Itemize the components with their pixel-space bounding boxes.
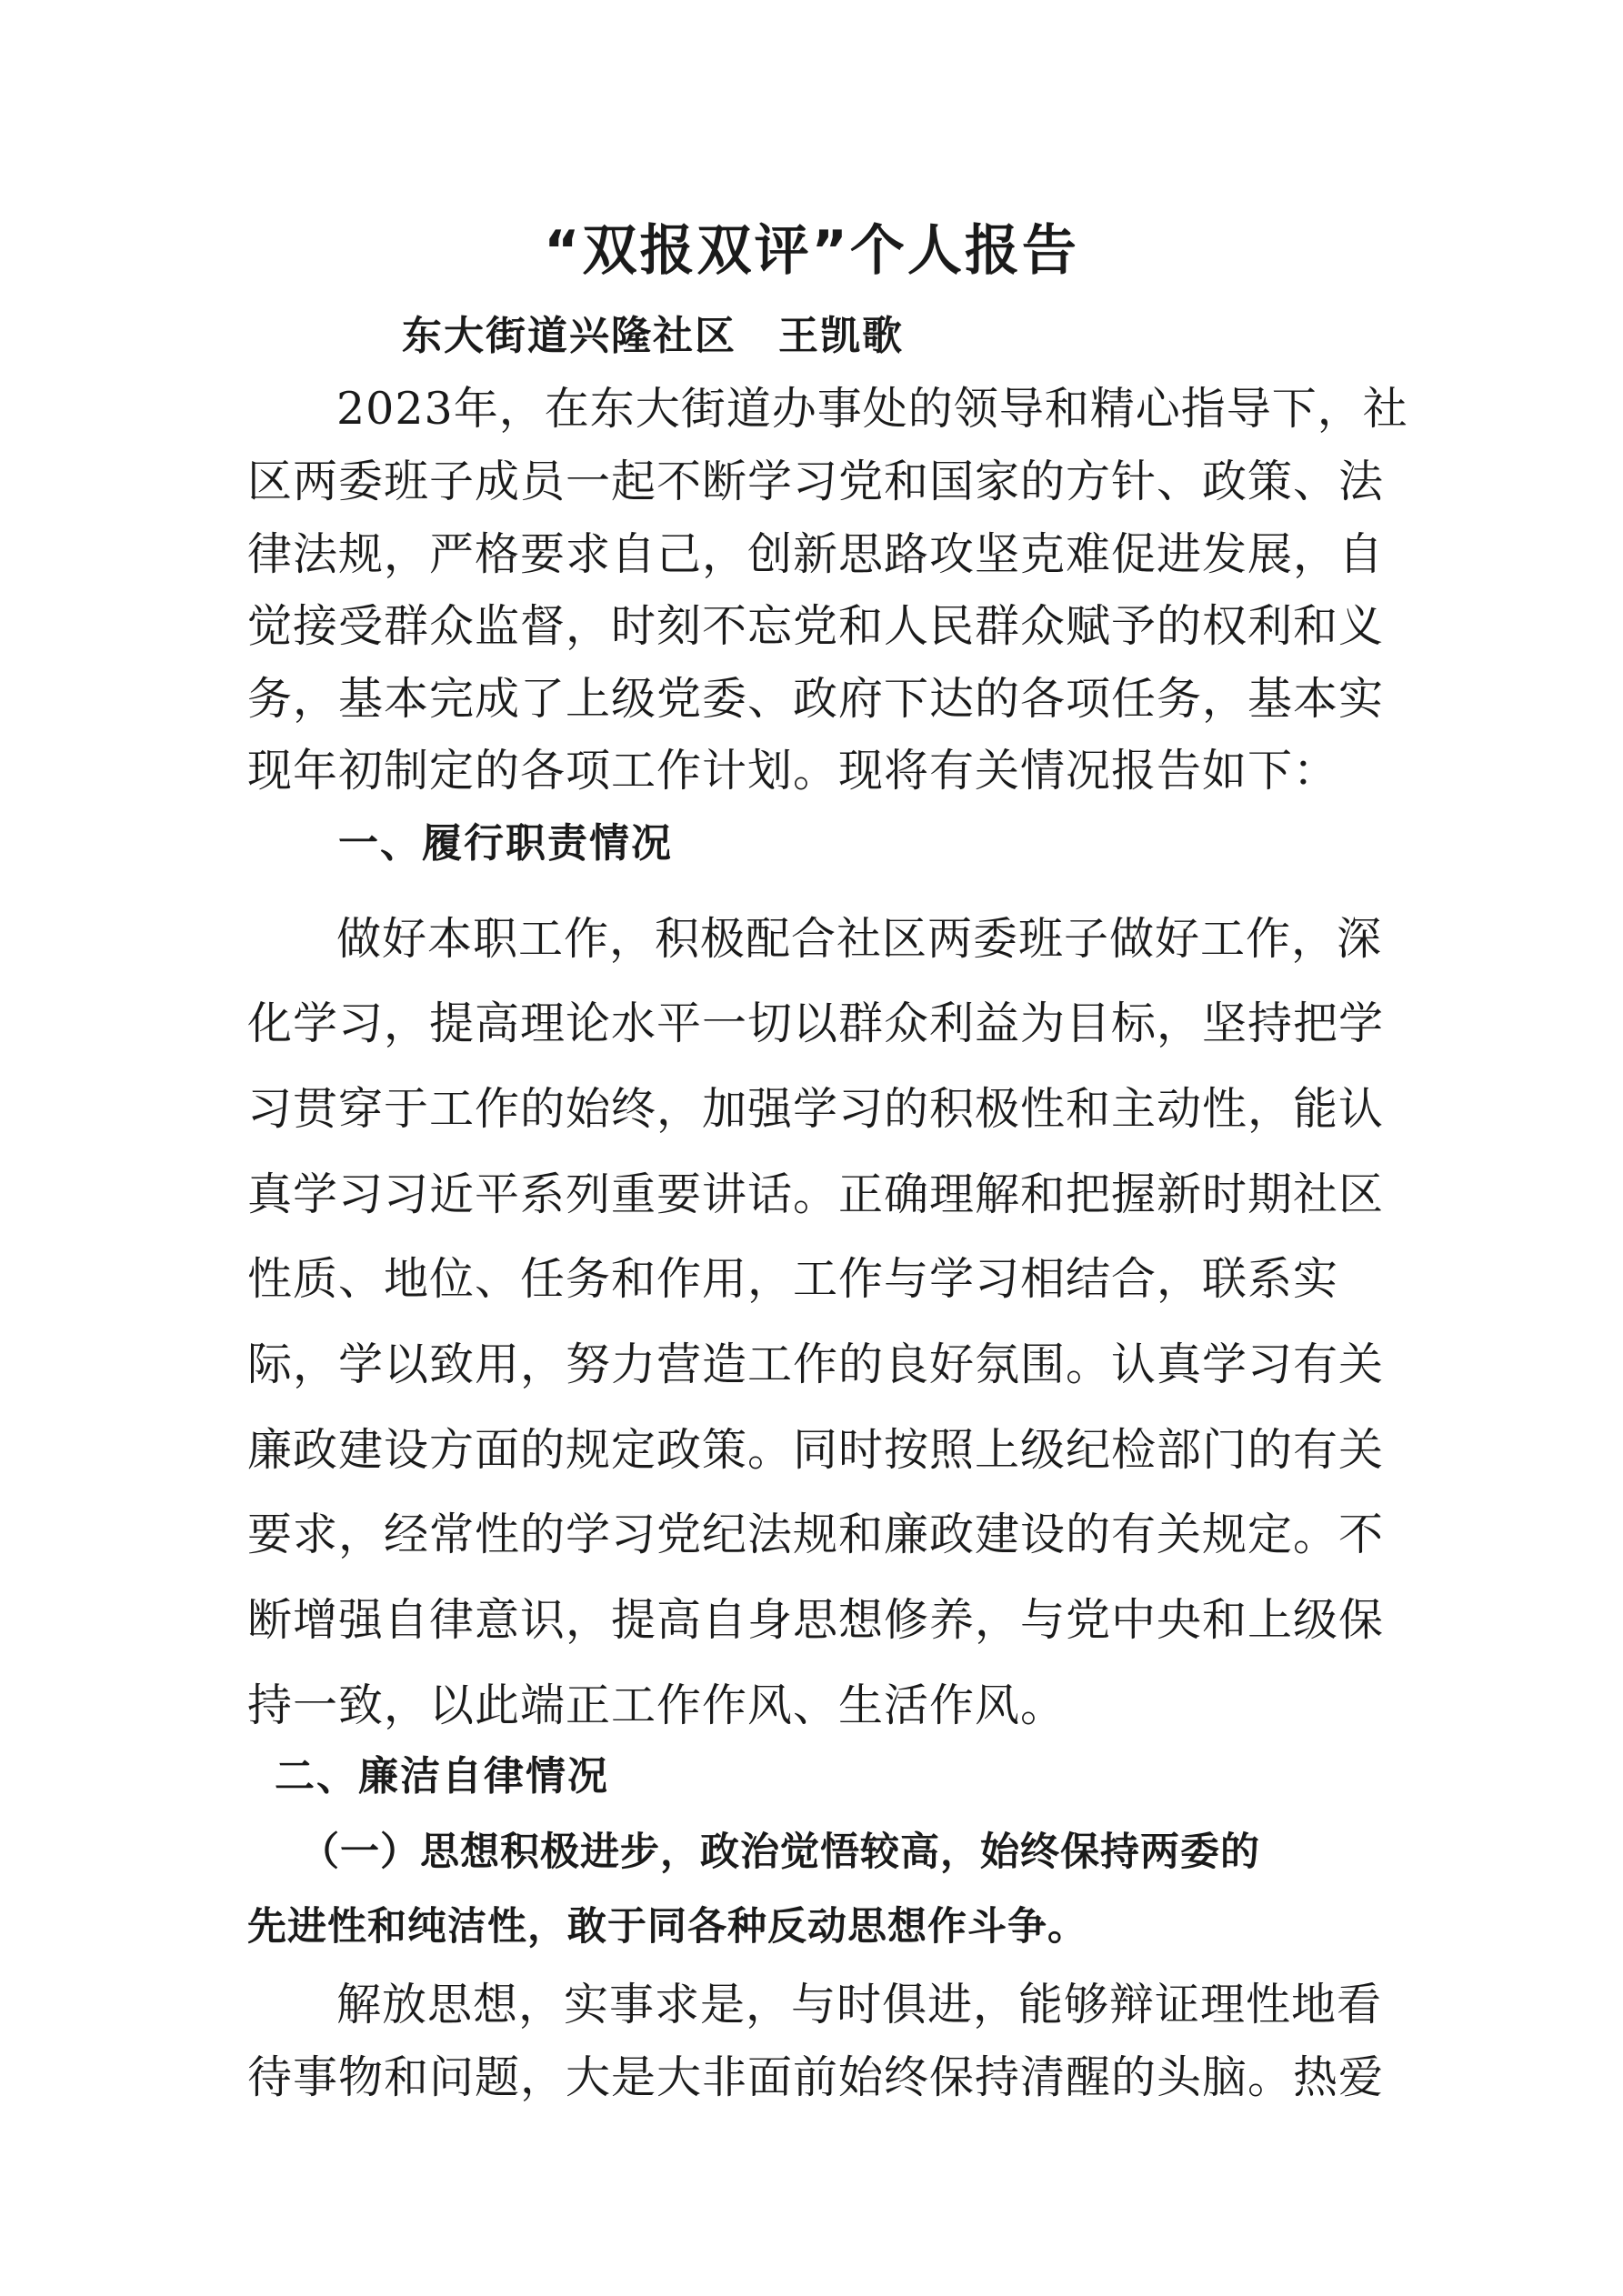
intro-line-1: 2023年，在东大街道办事处的领导和精心指导下，社: [336, 383, 1408, 435]
author-byline: 东大街道兴隆社区 王凯歌: [402, 313, 904, 359]
intro-line-4: 觉接受群众监督，时刻不忘党和人民群众赋予的权利和义: [247, 600, 1385, 652]
section1-line-2: 化学习，提高理论水平一切以群众利益为目标，坚持把学: [247, 998, 1385, 1049]
intro-line-2: 区两委班子成员一起不断学习党和国家的方针、政策、法: [247, 456, 1385, 507]
section1-line-6: 际，学以致用，努力营造工作的良好氛围。认真学习有关: [247, 1338, 1385, 1390]
page-title: “双报双评”个人报告: [544, 219, 1079, 283]
section1-line-1: 做好本职工作，积极配合社区两委班子做好工作，深: [336, 913, 1383, 965]
intro-line-5: 务，基本完成了上级党委、政府下达的各项任务，基本实: [247, 673, 1385, 725]
subheading-line-2: 先进性和纯洁性，敢于同各种反动思想作斗争。: [247, 1904, 1087, 1950]
section1-line-8: 要求，经常性的学习党纪法规和廉政建设的有关规定。不: [247, 1509, 1385, 1560]
intro-line-3: 律法规，严格要求自己，创新思路攻坚克难促进发展，自: [247, 528, 1385, 580]
section1-line-4: 真学习习近平系列重要讲话。正确理解和把握新时期社区: [247, 1168, 1385, 1220]
subheading-line-1: （一）思想积极进步，政治觉悟较高，始终保持两委的: [300, 1830, 1260, 1875]
section1-line-3: 习贯穿于工作的始终，加强学习的积极性和主动性，能认: [247, 1083, 1385, 1135]
section2-line-1: 解放思想，实事求是，与时俱进，能够辩证理性地看: [336, 1979, 1383, 2030]
section1-line-9: 断增强自律意识，提高自身思想修养，与党中央和上级保: [247, 1594, 1385, 1646]
section1-line-10: 持一致，以此端正工作作风、生活作风。: [247, 1679, 1067, 1731]
section-heading-integrity: 二、廉洁自律情况: [275, 1753, 609, 1800]
section1-line-7: 廉政建设方面的规定政策。同时按照上级纪检部门的有关: [247, 1424, 1385, 1476]
section2-line-2: 待事物和问题，大是大非面前始终保持清醒的头脑。热爱: [247, 2051, 1385, 2103]
section-heading-duties: 一、履行职责情况: [338, 820, 673, 867]
section1-line-5: 性质、地位、任务和作用，工作与学习相结合，联系实: [247, 1253, 1339, 1305]
intro-line-6: 现年初制定的各项工作计划。现将有关情况报告如下：: [247, 745, 1339, 797]
